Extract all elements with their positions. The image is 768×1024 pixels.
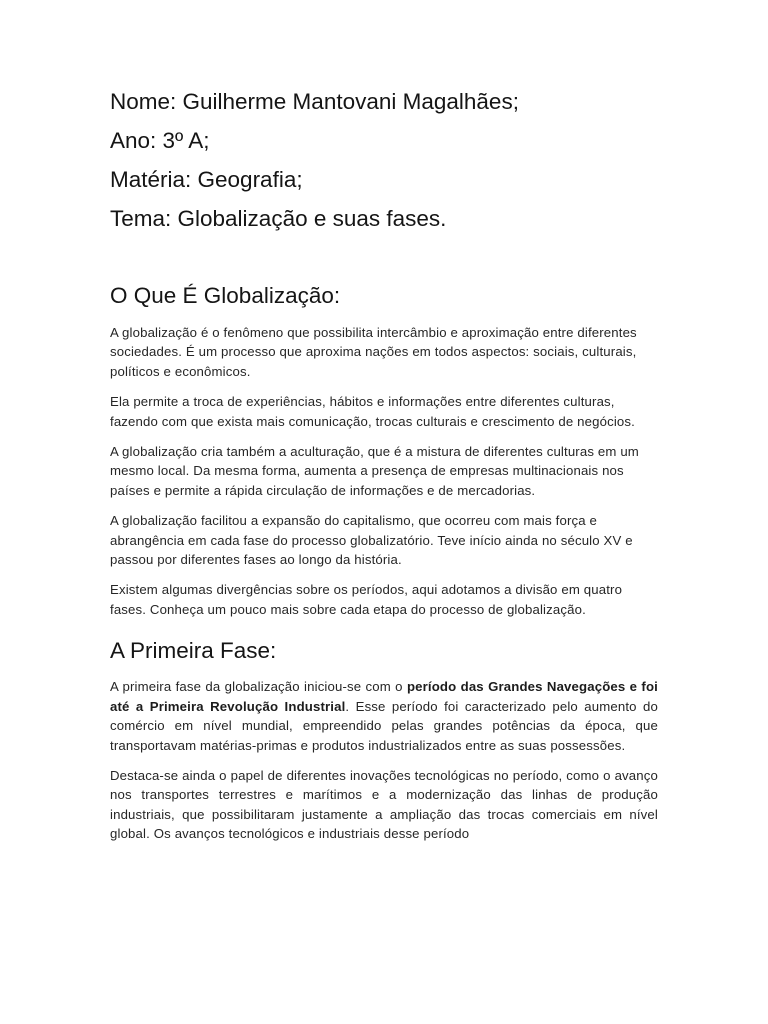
paragraph: Destaca-se ainda o papel de diferentes inovações tecnológicas no período, como o avanço nos transportes terrestres e marítimos e a modernização das linhas de produção industriais, que possibilitaram justamente a ampliação das trocas comerciais em nível global. Os avanços tecnológicos e industriais desse período [110, 767, 658, 842]
section-title-what-is-globalization: O Que É Globalização: [110, 283, 341, 308]
paragraph: Ela permite a troca de experiências, hábitos e informações entre diferentes culturas, fazendo com que exista mais comunicação, trocas culturais e crescimento de negócios. [110, 394, 635, 429]
paragraph-first-phase [110, 677, 658, 755]
highlight-first-industrial-revolution: Primeira Revolução Industrial [149, 698, 346, 714]
subject: Matéria: Geografia; [110, 167, 303, 192]
paragraph: Existem algumas divergências sobre os períodos, aqui adotamos a divisão em quatro fases. Conheça um pouco mais sobre cada etapa do processo de globalização. [110, 582, 623, 617]
paragraph: A globalização facilitou a expansão do capitalismo, que ocorreu com mais força e abrangência em cada fase do processo globalizatório. Teve início ainda no século XV e passou por diferentes fases ao longo da história. [110, 513, 633, 568]
student-name: Nome: Guilherme Mantovani Magalhães; [110, 89, 519, 114]
document-page [110, 88, 658, 855]
section-title-first-phase: A Primeira Fase: [110, 638, 277, 664]
paragraph: A globalização cria também a aculturação, que é a mistura de diferentes culturas em um mesmo local. Da mesma forma, aumenta a presença de empresas multinacionais nos países e permite a rápida circulação de informações e de mercadorias. [110, 444, 639, 498]
highlight-great-navigations: período das Grandes Navegações [406, 679, 626, 695]
text-run: e foi até a [110, 679, 658, 714]
text-run: A primeira fase da globalização iniciou-se com o [110, 679, 407, 695]
school-year: Ano: 3º A; [110, 128, 210, 153]
paragraph: A globalização é o fenômeno que possibilita intercâmbio e aproximação entre diferentes sociedades. É um processo que aproxima nações em todos aspectos: sociais, culturais, políticos e econômicos. [110, 325, 637, 379]
text-run: . Esse período foi caracterizado pelo aumento do comércio em nível mundial, empreendido pelas grandes potências da época, que transportavam matérias-primas e produtos industrializados entre as suas possessões. [110, 698, 658, 753]
theme: Tema: Globalização e suas fases. [110, 206, 447, 231]
